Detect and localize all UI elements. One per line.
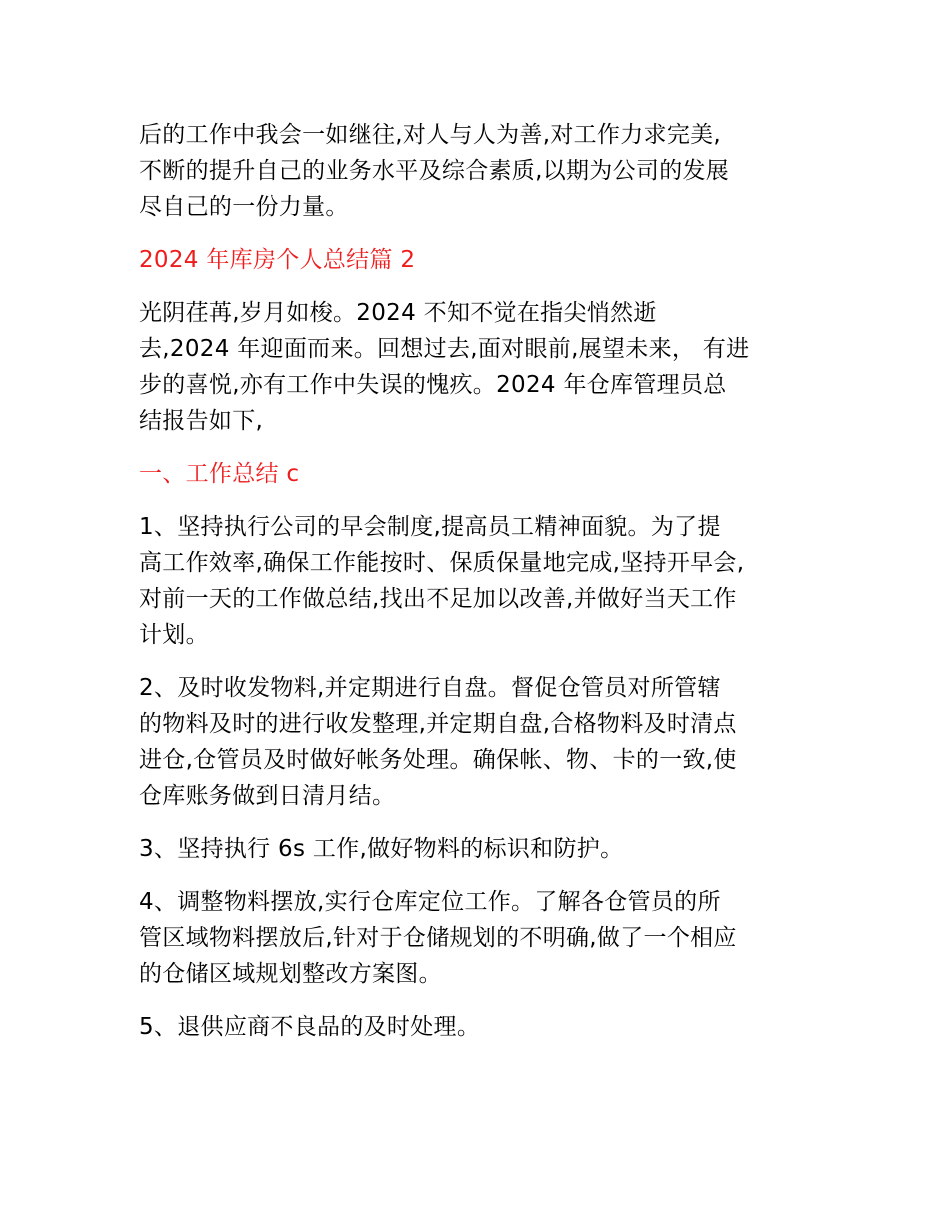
text-line: 的仓储区域规划整改方案图。: [139, 961, 442, 987]
text-line: 3、坚持执行 6s 工作,做好物料的标识和防护。: [139, 836, 624, 862]
paragraph-item-5: [139, 1009, 819, 1045]
text-line: 计划。: [139, 622, 209, 648]
text-line: 高工作效率,确保工作能按时、保质保量地完成,坚持开早会,: [139, 550, 745, 576]
heading-text: 2024 年库房个人总结篇 2: [139, 247, 416, 273]
text-line: 5、退供应商不良品的及时处理。: [139, 1014, 481, 1040]
text-line: 2、及时收发物料,并定期进行自盘。督促仓管员对所管辖: [139, 675, 721, 701]
paragraph-item-2: [139, 670, 819, 814]
text-line: 管区域物料摆放后,针对于仓储规划的不明确,做了一个相应: [139, 925, 737, 951]
paragraph-intro: [139, 295, 819, 439]
paragraph-item-4: [139, 884, 819, 992]
paragraph-item-1: [139, 509, 819, 653]
text-line: 4、调整物料摆放,实行仓库定位工作。了解各仓管员的所: [139, 889, 721, 915]
text-line: 的物料及时的进行收发整理,并定期自盘,合格物料及时清点: [139, 711, 737, 737]
text-line: 尽自己的一份力量。: [139, 194, 349, 220]
text-line: 对前一天的工作做总结,找出不足加以改善,并做好当天工作: [139, 586, 737, 612]
paragraph-continued: [139, 117, 819, 225]
text-line: 仓库账务做到日清月结。: [139, 783, 396, 809]
section-title: [139, 242, 819, 278]
text-line: 1、坚持执行公司的早会制度,提高员工精神面貌。为了提: [139, 514, 721, 540]
document-body: [139, 117, 819, 1062]
heading-text: 一、工作总结 c: [139, 461, 300, 487]
text-line: 去,2024 年迎面而来。回想过去,面对眼前,展望未来， 有进: [139, 336, 750, 362]
section-heading-work-summary: [139, 456, 819, 492]
text-line: 进仓,仓管员及时做好帐务处理。确保帐、物、卡的一致,使: [139, 747, 737, 773]
text-line: 结报告如下,: [139, 408, 264, 434]
text-line: 步的喜悦,亦有工作中失误的愧疚。2024 年仓库管理员总: [139, 372, 727, 398]
text-line: 不断的提升自己的业务水平及综合素质,以期为公司的发展: [139, 158, 730, 184]
text-line: 光阴荏苒,岁月如梭。2024 不知不觉在指尖悄然逝: [139, 300, 657, 326]
paragraph-item-3: [139, 831, 819, 867]
text-line: 后的工作中我会一如继往,对人与人为善,对工作力求完美,: [139, 122, 722, 148]
